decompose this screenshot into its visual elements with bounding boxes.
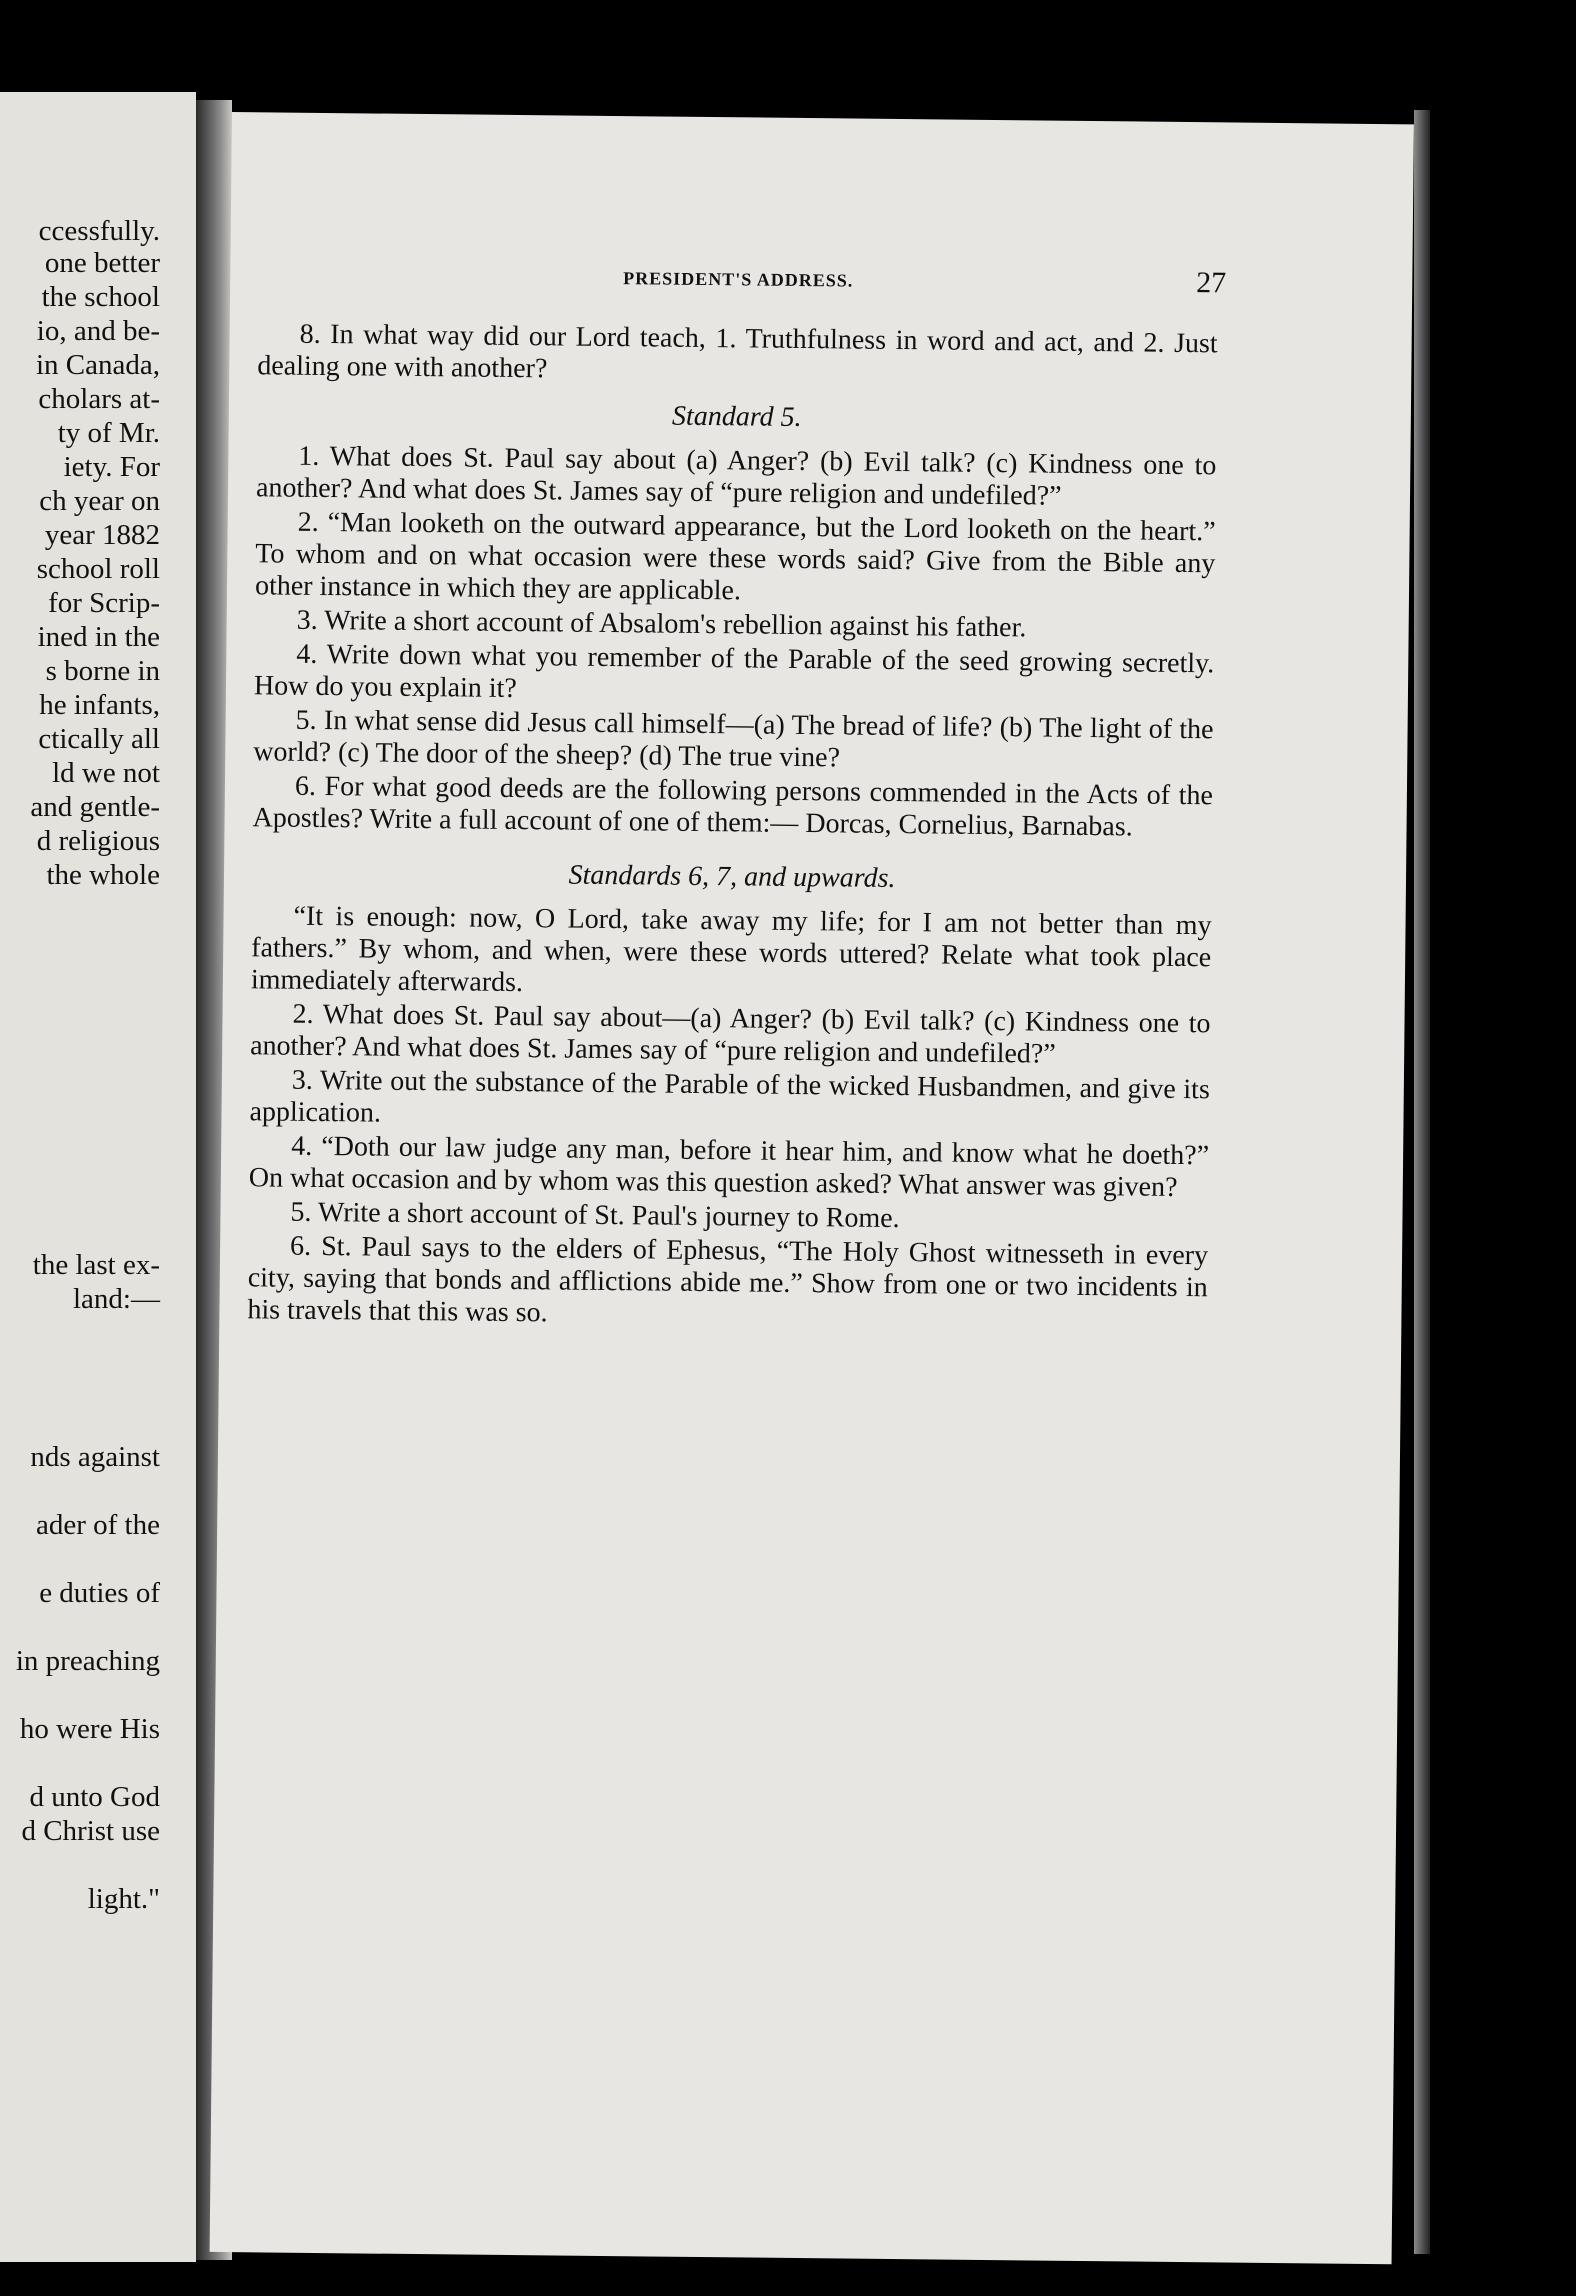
left-page-line: e duties of: [39, 1577, 160, 1609]
page-header: [258, 260, 1227, 310]
left-page-line: ctically all: [38, 723, 160, 755]
left-page-line: ty of Mr.: [57, 417, 160, 449]
left-page-line: ccessfully.: [38, 215, 160, 247]
left-page-line: land:—: [73, 1283, 160, 1315]
left-page-line: ho were His: [19, 1713, 160, 1745]
std5-question: 4. Write down what you remember of the Parable of the seed growing secretly. How do you explain it?: [253, 638, 1215, 705]
std5-question: 5. In what sense did Jesus call himself—(a) The bread of life? (b) The light of the world? (c) The door of the sheep? (d) The true vine?: [253, 704, 1214, 774]
page-edge-shadow: [1414, 110, 1430, 2254]
left-page-line: for Scrip-: [48, 587, 160, 619]
left-page-line: one better: [44, 247, 160, 279]
left-page-line: d Christ use: [21, 1815, 160, 1847]
std6-question: 4. “Doth our law judge any man, before it hear him, and know what he doeth?” On what occasion and by whom was this question asked? What answer was given?: [248, 1130, 1210, 1203]
left-page-line: d religious: [36, 825, 160, 857]
std6-question: 5. Write a short account of St. Paul's journey to Rome.: [290, 1196, 900, 1235]
left-page-line: d unto God: [29, 1781, 160, 1813]
std5-question: 2. “Man looketh on the outward appearance, but the Lord looketh on the heart.” To whom and on what occasion were these words said? Give from the Bible any other instance in which they are applicable.: [254, 506, 1216, 607]
intro-section: [247, 318, 1218, 1338]
std5-question: 1. What does St. Paul say about (a) Anger? (b) Evil talk? (c) Kindness one to another? And what does St. James say of “pure religion and undefiled?”: [255, 440, 1217, 512]
std6-question: “It is enough: now, O Lord, take away my life; for I am not better than my fathers.” By whom, and when, were these words uttered? Relate what took place immediately afterwards.: [250, 900, 1212, 999]
running-head: PRESIDENT'S ADDRESS.: [623, 268, 854, 291]
left-page-line: ader of the: [36, 1509, 160, 1541]
standard-5-questions: [252, 440, 1216, 844]
left-page-line: io, and be-: [36, 315, 160, 347]
left-page-line: the last ex-: [32, 1249, 160, 1281]
left-page-fragment: [0, 92, 196, 2262]
left-page-line: iety. For: [63, 451, 160, 483]
left-page-line: ch year on: [39, 485, 160, 517]
standard-6-title: Standards 6, 7, and upwards.: [568, 859, 896, 894]
std6-question: 6. St. Paul says to the elders of Ephesus, “The Holy Ghost witnesseth in every city, saying that bonds and afflictions abide me.” Show from one or two incidents in his travels that this was so.: [247, 1230, 1209, 1329]
left-page-line: ld we not: [52, 757, 160, 789]
std6-question: 3. Write out the substance of the Parable of the wicked Husbandmen, and give its application.: [249, 1064, 1210, 1129]
question-8: 8. In what way did our Lord teach, 1. Truthfulness in word and act, and 2. Just dealing one with another?: [257, 318, 1218, 385]
left-page-line: light.": [87, 1883, 160, 1915]
page-number: 27: [1196, 266, 1227, 300]
left-page-line: the school: [41, 281, 160, 313]
standard-5-title: Standard 5.: [671, 400, 802, 433]
left-page-line: cholars at-: [38, 383, 160, 415]
left-page-line: nds against: [30, 1441, 160, 1473]
std5-question: 6. For what good deeds are the following persons commended in the Acts of the Apostles? Write a full account of one of them:— Dorcas, Cornelius, Barnabas.: [252, 770, 1214, 843]
std6-question: 2. What does St. Paul say about—(a) Anger? (b) Evil talk? (c) Kindness one to another? And what does St. James say of “pure religion and undefiled?”: [250, 998, 1211, 1070]
standard-6-questions: [247, 900, 1211, 1336]
left-page-line: the whole: [46, 859, 160, 891]
std5-question: 3. Write a short account of Absalom's rebellion against his father.: [296, 604, 1027, 644]
left-page-line: he infants,: [39, 689, 160, 721]
main-page: [210, 112, 1414, 2264]
left-page-line: school roll: [36, 553, 160, 585]
left-page-line: and gentle-: [30, 791, 160, 823]
left-page-line: s borne in: [45, 655, 160, 687]
left-page-line: in Canada,: [35, 349, 160, 381]
left-page-line: year 1882: [44, 519, 160, 551]
left-page-line: in preaching: [15, 1645, 160, 1677]
left-page-line: ined in the: [37, 621, 160, 653]
